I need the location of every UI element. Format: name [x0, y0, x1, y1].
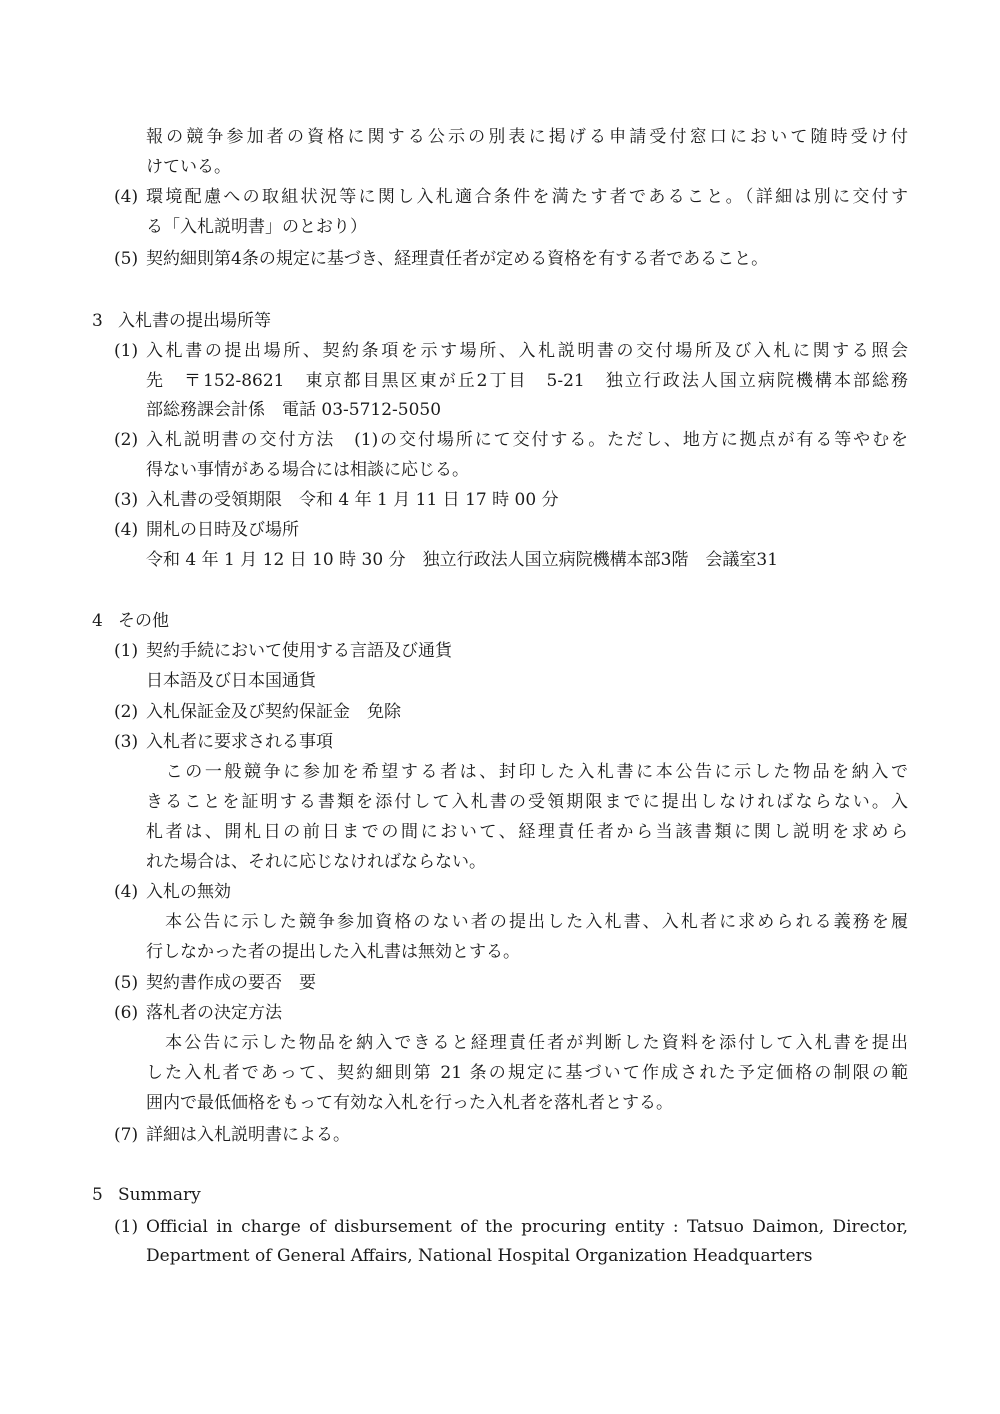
item-number: (5): [114, 249, 139, 269]
item-text-line: Official in charge of disbursement of the procuring entity : Tatsuo Daimon, Director,: [146, 1217, 908, 1237]
item-text-line: 契約手続において使用する言語及び通貨: [146, 641, 452, 661]
section-title: Summary: [118, 1185, 201, 1205]
item-number: (1): [114, 341, 139, 361]
item-text-line: 札者は、開札日の前日までの間において、経理責任者から当該書類に関し説明を求めら: [146, 822, 908, 842]
item-number: (6): [114, 1003, 139, 1023]
item-text-line: 入札保証金及び契約保証金 免除: [146, 702, 401, 722]
item-number: (5): [114, 973, 139, 993]
item-text-line: 本公告に示した競争参加資格のない者の提出した入札書、入札者に求められる義務を履: [146, 912, 908, 932]
item-text-line: 入札の無効: [146, 882, 231, 902]
item-text-line: 日本語及び日本国通貨: [146, 671, 316, 691]
item-text-line: この一般競争に参加を希望する者は、封印した入札書に本公告に示した物品を納入で: [146, 762, 908, 782]
continuation-line-1: 報の競争参加者の資格に関する公示の別表に掲げる申請受付窓口において随時受け付: [146, 127, 908, 147]
item-text-line: 環境配慮への取組状況等に関し入札適合条件を満たす者であること。（詳細は別に交付す: [146, 187, 908, 207]
item-text-line: 詳細は入札説明書による。: [146, 1125, 350, 1145]
item-number: (2): [114, 430, 139, 450]
item-number: (4): [114, 187, 139, 207]
item-text-line: 先 〒152-8621 東京都目黒区東が丘2丁目 5-21 独立行政法人国立病院機構本部総務: [146, 371, 908, 391]
item-text-line: る「入札説明書」のとおり）: [146, 217, 367, 237]
item-text-line: 契約細則第4条の規定に基づき、経理責任者が定める資格を有する者であること。: [146, 249, 769, 269]
item-number: (1): [114, 641, 139, 661]
section-title: 入札書の提出場所等: [118, 311, 271, 331]
item-number: (4): [114, 882, 139, 902]
item-number: (4): [114, 520, 139, 540]
item-number: (3): [114, 732, 139, 752]
item-text-line: した入札者であって、契約細則第 21 条の規定に基づいて作成された予定価格の制限の範: [146, 1063, 908, 1083]
section-number: 5: [92, 1185, 103, 1205]
continuation-line-2: けている。: [146, 157, 231, 177]
item-text-line: 得ない事情がある場合には相談に応じる。: [146, 460, 469, 480]
item-text-line: 入札書の提出場所、契約条項を示す場所、入札説明書の交付場所及び入札に関する照会: [146, 341, 908, 361]
item-text-line: 令和 4 年 1 月 12 日 10 時 30 分 独立行政法人国立病院機構本部3階 会議室31: [146, 550, 779, 570]
section-number: 3: [92, 311, 103, 331]
item-number: (3): [114, 490, 139, 510]
item-text-line: 契約書作成の要否 要: [146, 973, 316, 993]
item-text-line: 行しなかった者の提出した入札書は無効とする。: [146, 942, 520, 962]
item-text-line: 部総務課会計係 電話 03-5712-5050: [146, 400, 442, 420]
item-number: (7): [114, 1125, 139, 1145]
item-text-line: 囲内で最低価格をもって有効な入札を行った入札者を落札者とする。: [146, 1093, 673, 1113]
item-number: (1): [114, 1217, 139, 1237]
item-text-line: 入札者に要求される事項: [146, 732, 333, 752]
item-number: (2): [114, 702, 139, 722]
item-text-line: 落札者の決定方法: [146, 1003, 282, 1023]
item-text-line: きることを証明する書類を添付して入札書の受領期限までに提出しなければならない。入: [146, 792, 908, 812]
item-text-line: 入札書の受領期限 令和 4 年 1 月 11 日 17 時 00 分: [146, 490, 559, 510]
item-text-line: 入札説明書の交付方法 (1)の交付場所にて交付する。ただし、地方に拠点が有る等やむを: [146, 430, 908, 450]
section-title: その他: [118, 611, 169, 631]
item-text-line: 本公告に示した物品を納入できると経理責任者が判断した資料を添付して入札書を提出: [146, 1033, 908, 1053]
item-text-line: れた場合は、それに応じなければならない。: [146, 852, 486, 872]
item-text-line: 開札の日時及び場所: [146, 520, 299, 540]
section-number: 4: [92, 611, 103, 631]
item-text-line: Department of General Affairs, National Hospital Organization Headquarters: [146, 1246, 813, 1266]
